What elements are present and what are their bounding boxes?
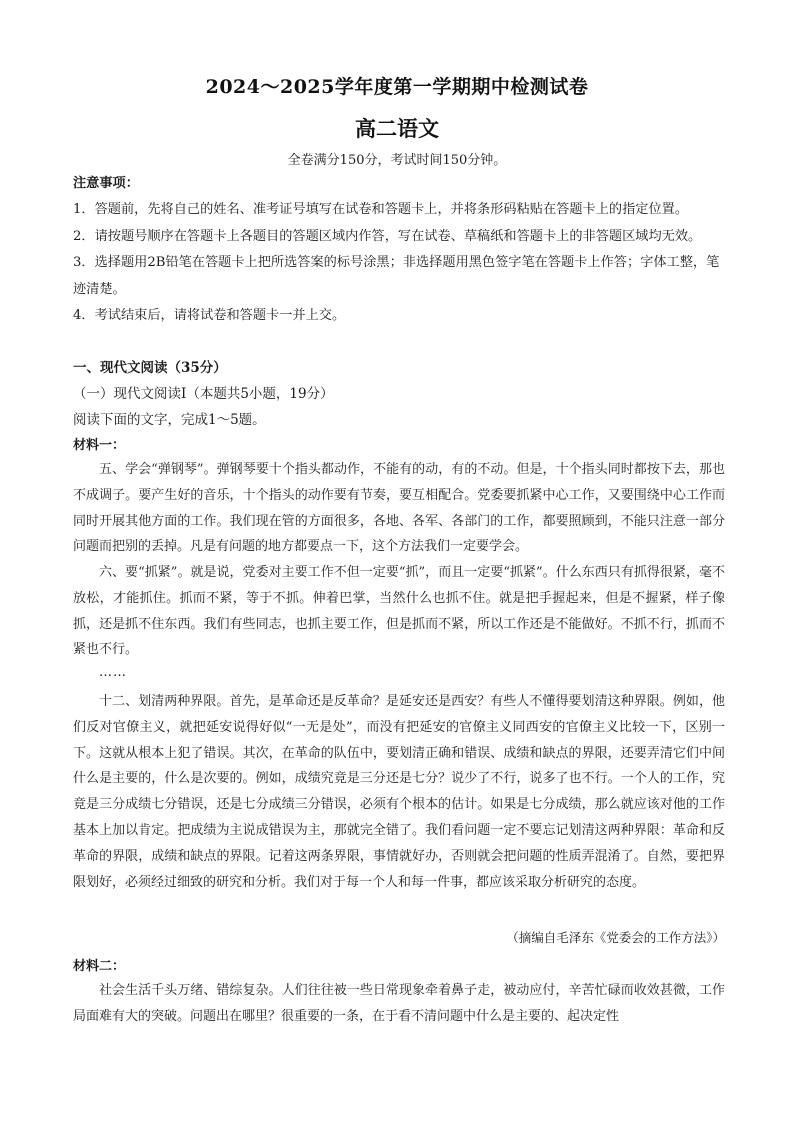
material1-paragraph-12: 十二、划清两种界限。首先，是革命还是反革命？是延安还是西安？有些人不懂得要划清这种界限。例如，他们反对官僚主义，就把延安说得好似“一无是处”，而没有把延安的官僚主义同西安的官僚主义比较一下，区别一下。这就从根本上犯了错误。其次，在革命的队伍中，要划清正确和错误、成绩和缺点的界限，还要弄清它们中间什么是主要的，什么是次要的。例如，成绩究竟是三分还是七分？说少了不行，说多了也不行。一个人的工作，究竟是三分成绩七分错误，还是七分成绩三分错误，必须有个根本的估计。如果是七分成绩，那么就应该对他的工作基本上加以肯定。把成绩为主说成错误为主，那就完全错了。我们看问题一定不要忘记划清这两种界限：革命和反革命的界限，成绩和缺点的界限。记着这两条界限，事情就好办，否则就会把问题的性质弄混淆了。自然，要把界限划好，必须经过细致的研究和分析。我们对于每一个人和每一件事，都应该采取分析研究的态度。	[73, 694, 725, 890]
ellipsis: ……	[99, 665, 127, 680]
exam-info: 全卷满分150分，考试时间150分钟。	[287, 153, 507, 168]
material2-label: 材料二：	[73, 959, 126, 974]
material1-source: （摘编自毛泽东《党委会的工作方法》）	[506, 930, 725, 945]
exam-title: 2024～2025学年度第一学期期中检测试卷	[205, 76, 589, 98]
note-item: 4．考试结束后，请将试卷和答题卡一并上交。	[73, 308, 346, 324]
material1-paragraph-5: 五、学会“弹钢琴”。弹钢琴要十个指头都动作，不能有的动，有的不动。但是，十个指头同时都按下去，那也不成调子。要产生好的音乐，十个指头的动作要有节奏，要互相配合。党委要抓紧中心工作，又要围绕中心工作而同时开展其他方面的工作。我们现在管的方面很多，各地、各军、各部门的工作，都要照顾到，不能只注意一部分问题而把别的丢掉。凡是有问题的地方都要点一下，这个方法我们一定要学会。	[73, 462, 725, 555]
section-instruction: 阅读下面的文字，完成1～5题。	[73, 412, 266, 428]
section-title: 一、现代文阅读（35分）	[73, 360, 227, 376]
note-item: 3．选择题用2B铅笔在答题卡上把所选答案的标号涂黑；非选择题用黑色签字笔在答题卡上作答；字体工整，笔迹清楚。	[73, 255, 720, 297]
section-subtitle: （一）现代文阅读Ⅰ（本题共5小题，19分）	[73, 386, 334, 402]
material1-label: 材料一：	[73, 438, 126, 453]
material1-paragraph-6: 六、要“抓紧”。就是说，党委对主要工作不但一定要“抓”，而且一定要“抓紧”。什么东西只有抓得很紧，毫不放松，才能抓住。抓而不紧，等于不抓。伸着巴掌，当然什么也抓不住。就是把手握起来，但是不握紧，样子像抓，还是抓不住东西。我们有些同志，也抓主要工作，但是抓而不紧，所以工作还是不能做好。不抓不行，抓而不紧也不行。	[73, 565, 725, 658]
note-item: 1．答题前，先将自己的姓名、准考证号填写在试卷和答题卡上，并将条形码粘贴在答题卡上的指定位置。	[73, 202, 689, 218]
subject-title: 高二语文	[355, 116, 439, 141]
notes-section	[73, 171, 725, 329]
note-item: 2．请按题号顺序在答题卡上各题目的答题区域内作答，写在试卷、草稿纸和答题卡上的非答题区域均无效。	[73, 228, 702, 244]
notes-heading: 注意事项：	[73, 176, 139, 191]
material2-paragraph: 社会生活千头万绪、错综复杂。人们往往被一些日常现象牵着鼻子走，被动应付，辛苦忙碌而收效甚微，工作局面难有大的突破。问题出在哪里？很重要的一条，在于看不清问题中什么是主要的、起决定性	[73, 983, 725, 1024]
